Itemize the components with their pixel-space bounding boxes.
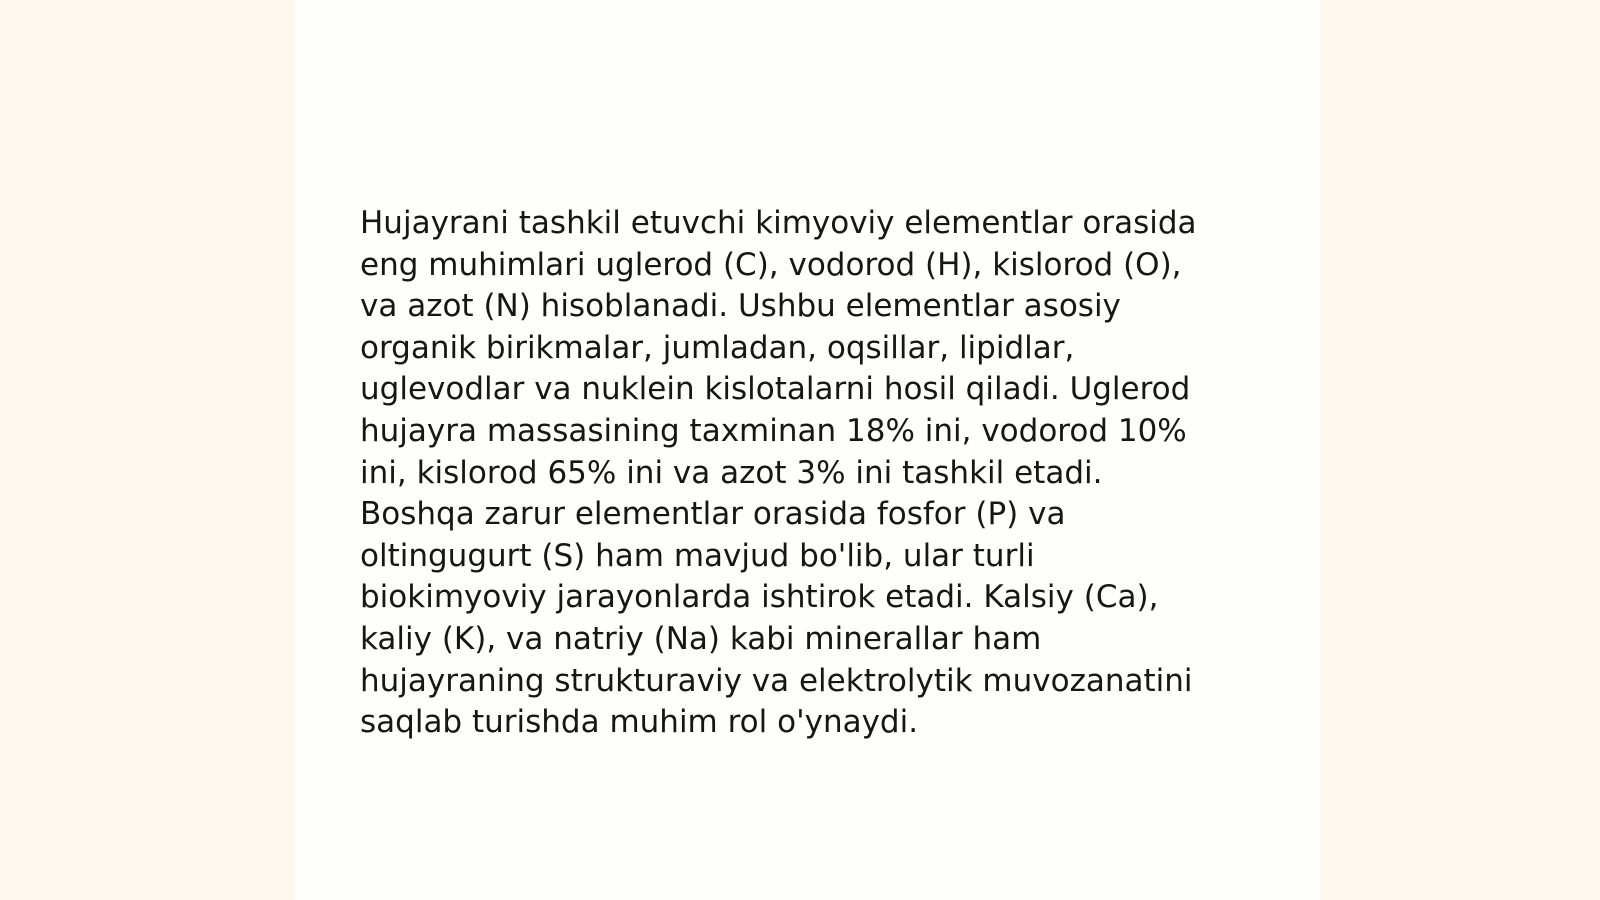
text-line: hujayra massasining taxminan 18% ini, vodorod 10%	[360, 412, 1187, 449]
text-line: eng muhimlari uglerod (C), vodorod (H), kislorod (O),	[360, 246, 1182, 283]
text-line: hujayraning strukturaviy va elektrolytik muvozanatini	[360, 662, 1193, 699]
slide-page	[295, 0, 1320, 900]
text-line: Hujayrani tashkil etuvchi kimyoviy elementlar orasida	[360, 205, 1197, 241]
text-line: uglevodlar va nuklein kislotalarni hosil qiladi. Uglerod	[360, 371, 1191, 408]
slide-body-text	[360, 203, 1260, 744]
text-line: saqlab turishda muhim rol o'ynaydi.	[360, 704, 919, 741]
text-line: organik birikmalar, jumladan, oqsillar, lipidlar,	[360, 329, 1075, 366]
text-line: oltingugurt (S) ham mavjud bo'lib, ular turli	[360, 537, 1035, 574]
text-line: biokimyoviy jarayonlarda ishtirok etadi. Kalsiy (Ca),	[360, 579, 1159, 616]
text-line: Boshqa zarur elementlar orasida fosfor (P) va	[360, 496, 1066, 533]
text-line: kaliy (K), va natriy (Na) kabi minerallar ham	[360, 620, 1042, 657]
text-line: va azot (N) hisoblanadi. Ushbu elementlar asosiy	[360, 288, 1121, 325]
text-line: ini, kislorod 65% ini va azot 3% ini tashkil etadi.	[360, 454, 1103, 491]
